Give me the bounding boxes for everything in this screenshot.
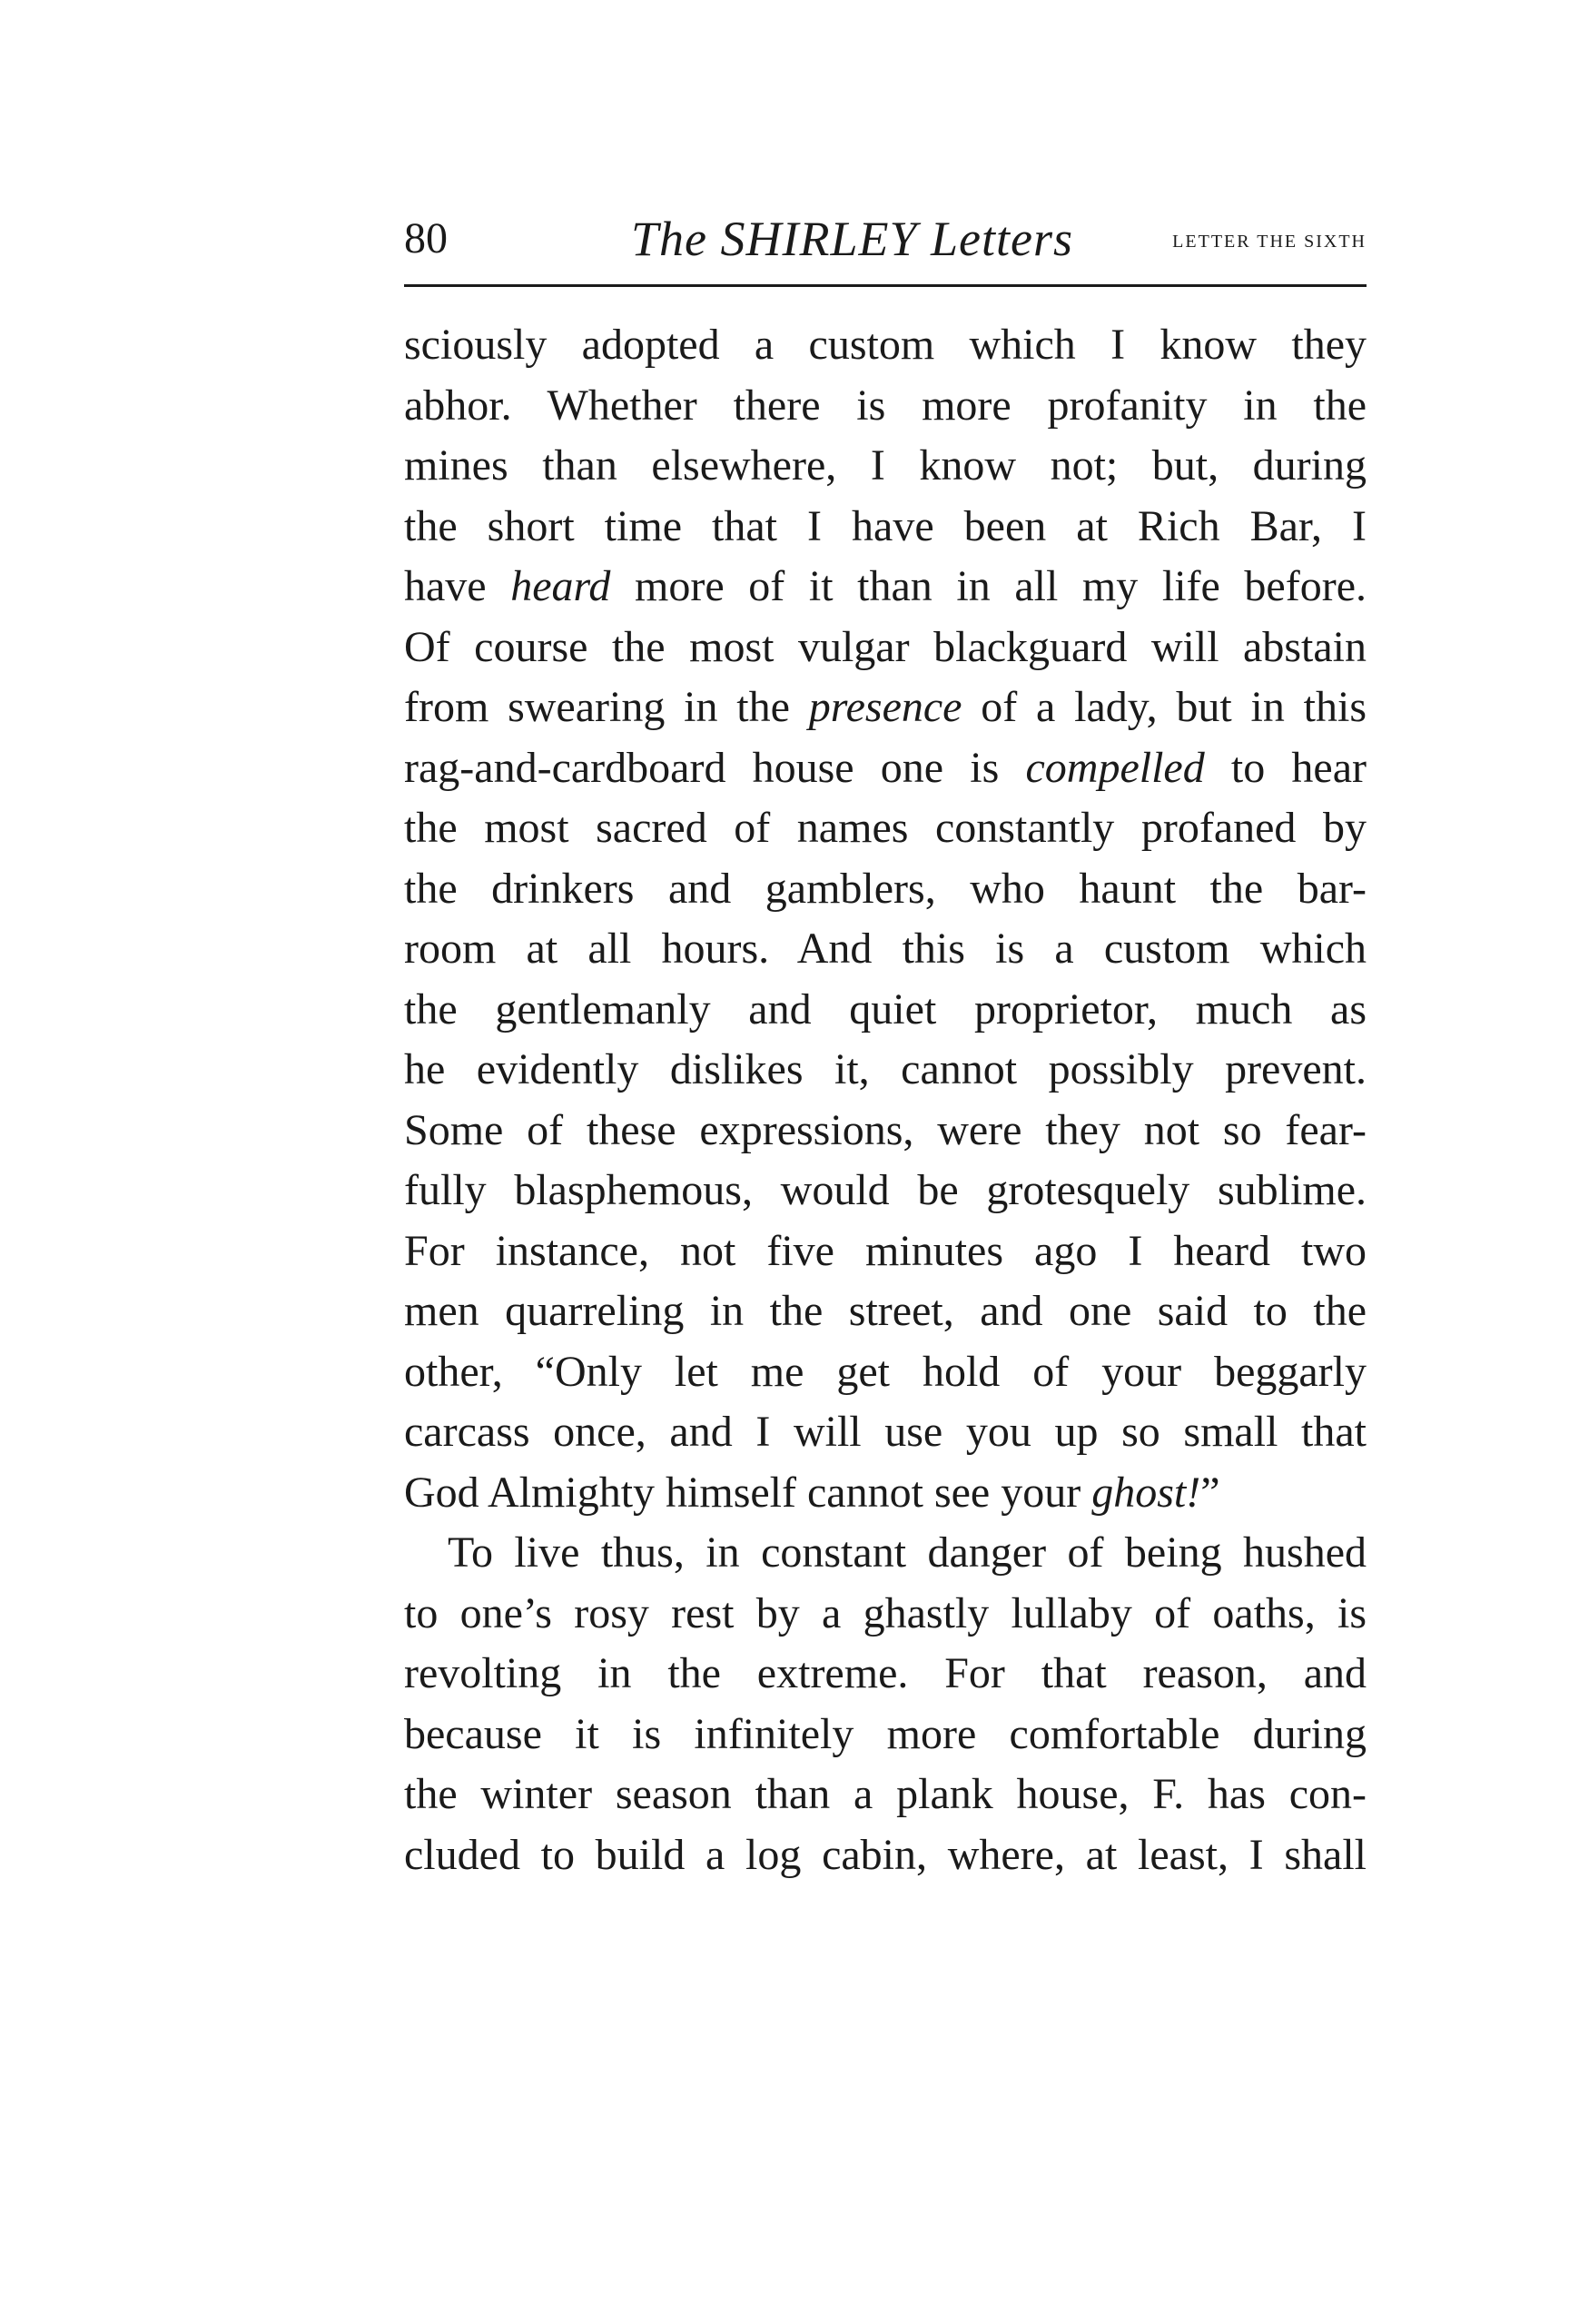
text-run: of a lady, but in this [962,683,1367,731]
text-line: because it is infinitely more comfortable during [404,1709,1367,1758]
text-line: the short time that I have been at Rich Bar, I [404,501,1367,550]
text-line: other, “Only let me get hold of your beggarly [404,1347,1367,1396]
running-head [404,207,1367,271]
body-text [404,315,1367,1885]
text-line: the gentlemanly and quiet proprietor, much as [404,984,1367,1033]
page-number: 80 [404,214,448,262]
text-line: room at all hours. And this is a custom which [404,925,1367,973]
text-line: Of course the most vulgar blackguard will abstain [404,622,1367,671]
text-line: men quarreling in the street, and one said to the [404,1287,1367,1335]
text-run: more of it than in all my life before. [610,562,1367,610]
text-run: rag-and-cardboard house one is [404,743,1026,792]
text-run: from swearing in the [404,683,809,731]
italic-word: compelled [1025,743,1205,792]
text-line: Some of these expressions, were they not so fear- [404,1105,1367,1154]
book-title: The SHIRLEY Letters [631,212,1074,266]
text-line [404,677,1367,738]
text-line [404,557,1367,618]
text-run: God Almighty himself cannot see your [404,1468,1092,1517]
text-line: the drinkers and gamblers, who haunt the bar- [404,864,1367,913]
text-line: to one’s rosy rest by a ghastly lullaby of oaths, is [404,1588,1367,1637]
text-line: For instance, not five minutes ago I heard two [404,1226,1367,1275]
italic-word: heard [510,562,611,610]
text-run: to hear [1204,743,1367,792]
italic-word: ghost! [1091,1468,1201,1517]
text-line: mines than elsewhere, I know not; but, during [404,441,1367,490]
text-line: the winter season than a plank house, F. has con- [404,1770,1367,1818]
text-line: abhor. Whether there is more profanity in the [404,381,1367,430]
text-line: he evidently dislikes it, cannot possibly prevent. [404,1045,1367,1093]
text-line [404,738,1367,799]
text-line: To live thus, in constant danger of being hushed [448,1528,1367,1577]
text-line: revolting in the extreme. For that reason, and [404,1649,1367,1697]
header-rule [404,284,1367,287]
italic-word: presence [808,683,962,731]
text-line: carcass once, and I will use you up so small that [404,1408,1367,1456]
letter-label: LETTER THE SIXTH [1172,232,1367,252]
text-run: ” [1200,1468,1220,1517]
text-line [404,1463,1367,1524]
text-line: cluded to build a log cabin, where, at least, I shall [404,1830,1367,1879]
text-line: fully blasphemous, would be grotesquely sublime. [404,1166,1367,1214]
text-run: have [404,562,511,610]
text-line: the most sacred of names constantly profaned by [404,804,1367,852]
text-line: sciously adopted a custom which I know they [404,321,1367,369]
